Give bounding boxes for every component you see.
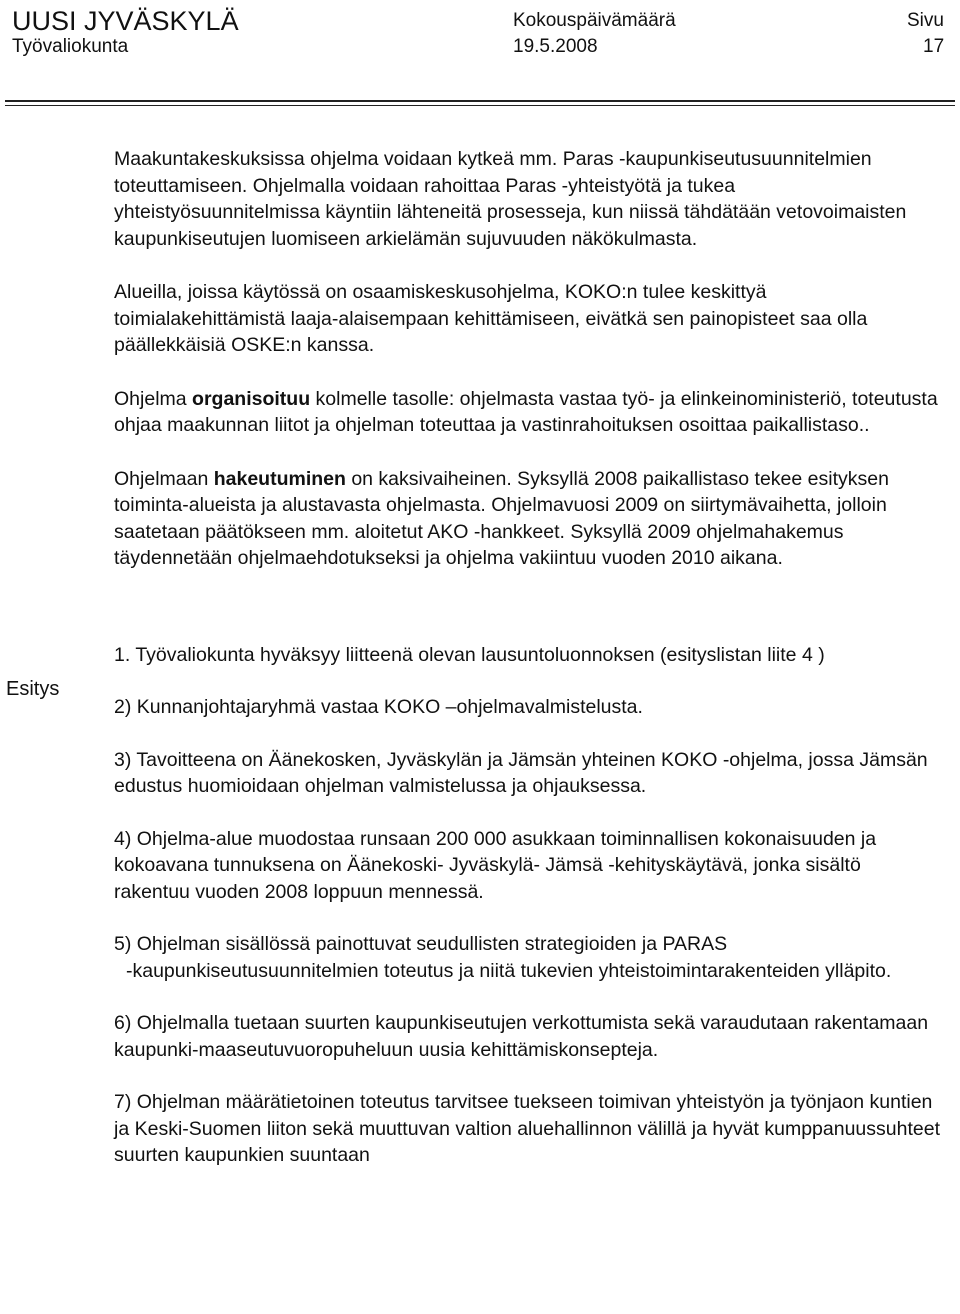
date-value: 19.5.2008 (513, 36, 598, 57)
paragraph-3-bold: organisoituu (192, 387, 311, 410)
proposal-item-5-first: 5) Ohjelman sisällössä painottuvat seudullisten strategioiden ja PARAS (114, 933, 728, 955)
department-name: Työvaliokunta (12, 36, 129, 57)
proposal-item-6: 6) Ohjelmalla tuetaan suurten kaupunkiseutujen verkottumista sekä varaudutaan rakentamaan kaupunki-maaseutuvuoropuheluun uusia kehittämiskonsepteja. (114, 1012, 929, 1061)
page-header (0, 0, 960, 110)
paragraph-4-bold: hakeutuminen (213, 467, 346, 490)
paragraph-3 (114, 386, 942, 439)
header-rule-thick (5, 100, 955, 102)
proposal-item-5 (114, 931, 942, 984)
proposal-item-7: 7) Ohjelman määrätietoinen toteutus tarvitsee tuekseen toimivan yhteistyön ja työnjaon kuntien ja Keski-Suomen liiton sekä muuttuvan valtion aluehallinnon välillä ja hyvät kumppanuussuhteet suurten kaupunkien suuntaan (114, 1091, 940, 1166)
organization-name: UUSI JYVÄSKYLÄ (12, 6, 239, 36)
side-label-esitys: Esitys (6, 678, 60, 700)
paragraph-2: Alueilla, joissa käytössä on osaamiskeskusohjelma, KOKO:n tulee keskittyä toimialakehittämistä laaja-alaisempaan kehittämiseen, eivätkä sen painopisteet saa olla päällekkäisiä OSKE:n kanssa. (114, 281, 868, 356)
page-label: Sivu (907, 10, 944, 31)
proposal-item-5-rest: -kaupunkiseutusuunnitelmien toteutus ja niitä tukevien yhteistoimintarakenteiden ylläpito. (126, 959, 892, 982)
paragraph-3-end: kolmelle tasolle: ohjelmasta vastaa työ- ja elinkeinoministeriö, toteutusta ohjaa maakunnan liitot ja ohjelman toteuttaa ja vastinrahoituksen osoittaa paikallistaso.. (114, 387, 938, 436)
paragraph-4 (114, 466, 942, 572)
date-label: Kokouspäivämäärä (513, 10, 676, 31)
proposal-item-4: 4) Ohjelma-alue muodostaa runsaan 200 000 asukkaan toiminnallisen kokonaisuuden ja kokoavana tunnuksena on Äänekoski- Jyväskylä- Jämsä -kehityskäytävä, jonka sisältö rakentuu vuoden 2008 loppuun mennessä. (114, 827, 877, 903)
header-rule-thin (5, 105, 955, 106)
paragraph-4-start: Ohjelmaan (114, 467, 214, 490)
document-body (114, 146, 942, 1195)
proposal-item-2: 2) Kunnanjohtajaryhmä vastaa KOKO –ohjelmavalmistelusta. (114, 696, 643, 718)
proposal-item-1: 1. Työvaliokunta hyväksyy liitteenä olevan lausuntoluonnoksen (esityslistan liite 4 ) (114, 643, 825, 666)
page-number: 17 (923, 36, 945, 57)
proposal-item-3: 3) Tavoitteena on Äänekosken, Jyväskylän ja Jämsän yhteinen KOKO -ohjelma, jossa Jämsän edustus huomioidaan ohjelman valmistelussa ja ohjauksessa. (114, 748, 928, 797)
paragraph-1: Maakuntakeskuksissa ohjelma voidaan kytkeä mm. Paras -kaupunkiseutusuunnitelmien toteuttamiseen. Ohjelmalla voidaan rahoittaa Paras -yhteistyötä ja tukea yhteistyösuunnitelmissa käyntiin lähteneitä prosesseja, kun niissä tähdätään vetovoimaisten kaupunkiseutujen luomiseen arkielämän sujuvuuden näkökulmasta. (114, 148, 907, 250)
paragraph-4-end: on kaksivaiheinen. Syksyllä 2008 paikallistaso tekee esityksen toiminta-alueista ja alustavasta ohjelmasta. Ohjelmavuosi 2009 on siirtymävaihetta, jolloin saatetaan päätökseen mm. aloitetut AKO -hankkeet. Syksyllä 2009 ohjelmahakemus täydennetään ohjelmaehdotukseksi ja ohjelma vakiintuu vuoden 2010 aikana. (114, 467, 889, 569)
paragraph-3-start: Ohjelma (114, 387, 193, 410)
